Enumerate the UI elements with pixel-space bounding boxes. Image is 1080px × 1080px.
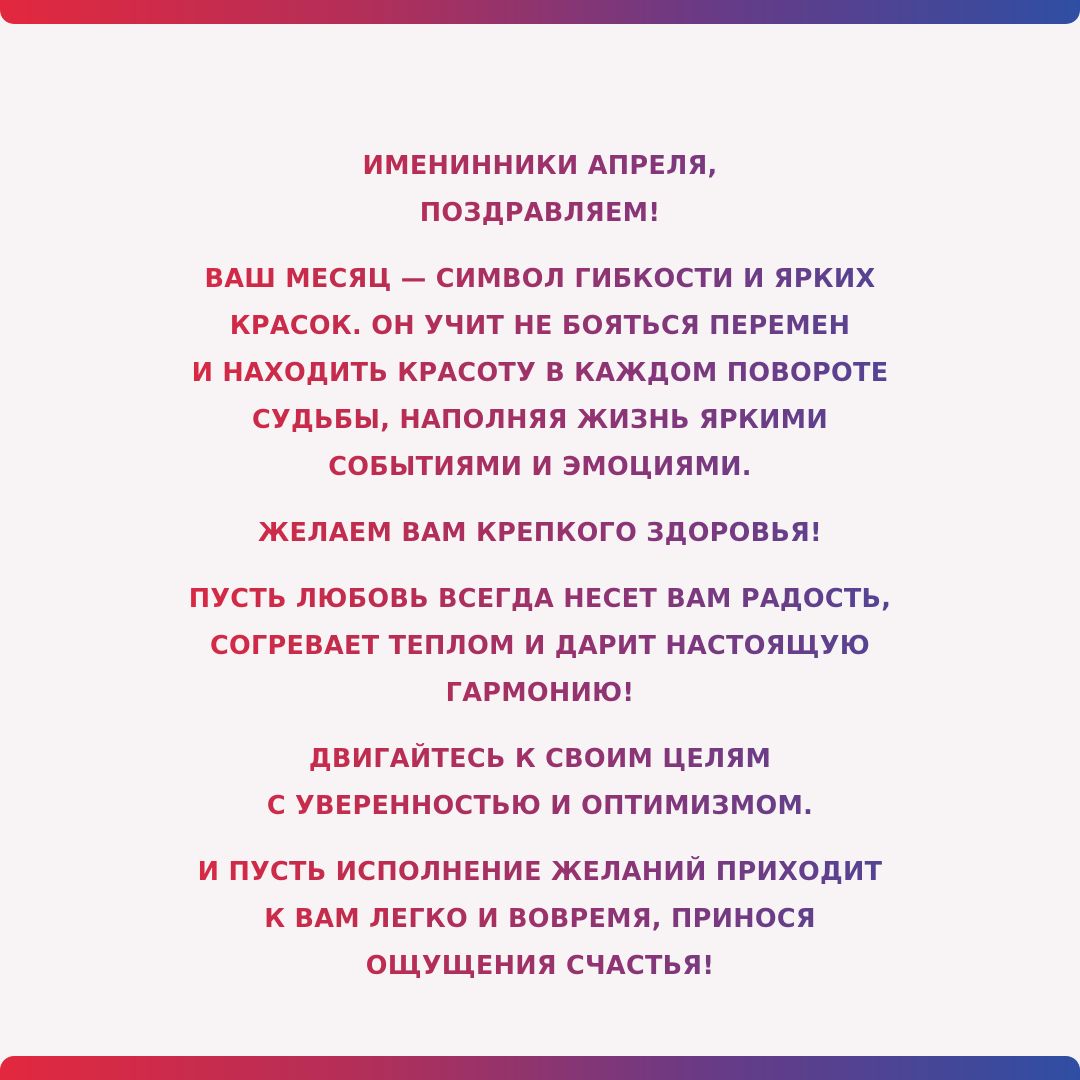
greeting-title: ИМЕНИННИКИ АПРЕЛЯ, ПОЗДРАВЛЯЕМ! (90, 143, 990, 237)
greeting-text-block (90, 143, 990, 1009)
greeting-paragraph-love: ПУСТЬ ЛЮБОВЬ ВСЕГДА НЕСЕТ ВАМ РАДОСТЬ, СОГРЕВАЕТ ТЕПЛОМ И ДАРИТ НАСТОЯЩУЮ ГАРМОНИЮ! (90, 576, 990, 717)
bottom-gradient-bar (0, 1056, 1080, 1080)
greeting-paragraph-month: ВАШ МЕСЯЦ — СИМВОЛ ГИБКОСТИ И ЯРКИХ КРАСОК. ОН УЧИТ НЕ БОЯТЬСЯ ПЕРЕМЕН И НАХОДИТЬ КРАСОТУ В КАЖДОМ ПОВОРОТЕ СУДЬБЫ, НАПОЛНЯЯ ЖИЗНЬ ЯРКИМИ СОБЫТИЯМИ И ЭМОЦИЯМИ. (90, 256, 990, 491)
greeting-paragraph-goals: ДВИГАЙТЕСЬ К СВОИМ ЦЕЛЯМ С УВЕРЕННОСТЬЮ И ОПТИМИЗМОМ. (90, 736, 990, 830)
greeting-paragraph-health: ЖЕЛАЕМ ВАМ КРЕПКОГО ЗДОРОВЬЯ! (90, 510, 990, 557)
greeting-paragraph-wishes: И ПУСТЬ ИСПОЛНЕНИЕ ЖЕЛАНИЙ ПРИХОДИТ К ВАМ ЛЕГКО И ВОВРЕМЯ, ПРИНОСЯ ОЩУЩЕНИЯ СЧАСТЬЯ! (90, 849, 990, 990)
top-gradient-bar (0, 0, 1080, 24)
